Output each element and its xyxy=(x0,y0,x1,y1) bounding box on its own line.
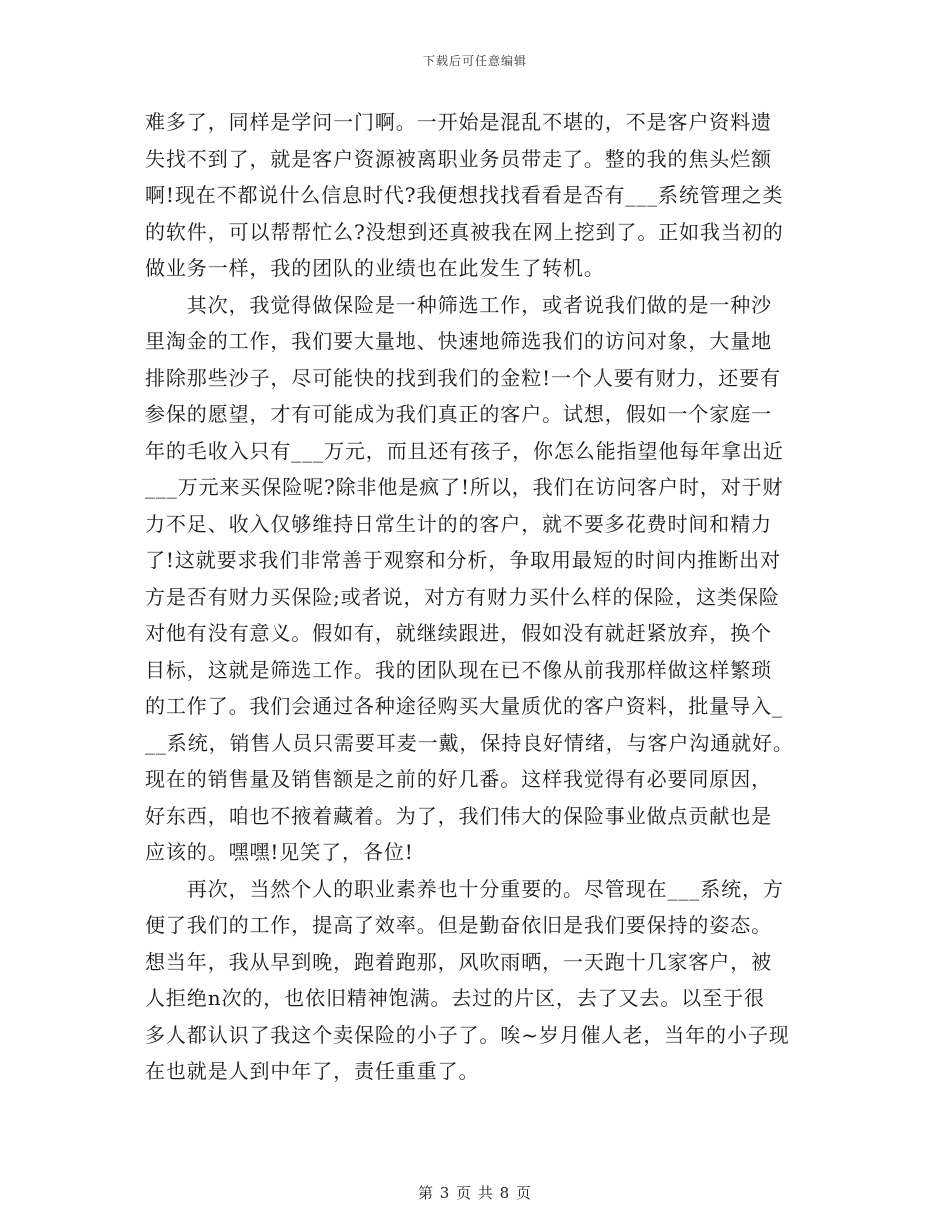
text-line: 应该的。嘿嘿!见笑了，各位! xyxy=(145,840,414,864)
text-line: 对他有没有意义。假如有，就继续跟进，假如没有就赶紧放弃，换个 xyxy=(145,621,772,645)
text-line: 里淘金的工作，我们要大量地、快速地筛选我们的访问对象，大量地 xyxy=(145,329,772,353)
text-line: 好东西，咱也不掖着藏着。为了，我们伟大的保险事业做点贡献也是 xyxy=(145,803,772,828)
text-line: 人拒绝n次的，也依旧精神饱满。去过的片区，去了又去。以至于很 xyxy=(145,986,765,1010)
text-line: 便了我们的工作，提高了效率。但是勤奋依旧是我们要保持的姿态。 xyxy=(145,913,772,937)
text-line: 的软件，可以帮帮忙么?没想到还真被我在网上挖到了。正如我当初的 xyxy=(145,219,784,244)
page-footer: 第 3 页 共 8 页 xyxy=(418,1184,532,1202)
text-line: 的工作了。我们会通过各种途径购买大量质优的客户资料，批量导入_ xyxy=(145,694,783,718)
text-line: 力不足、收入仅够维持日常生计的的客户，就不要多花费时间和精力 xyxy=(145,511,772,536)
text-line: 了!这就要求我们非常善于观察和分析，争取用最短的时间内推断出对 xyxy=(145,548,781,572)
text-line: 方是否有财力买保险;或者说，对方有财力买什么样的保险，这类保险 xyxy=(145,584,780,609)
text-line: 多人都认识了我这个卖保险的小子了。唉~岁月催人老，当年的小子现 xyxy=(145,1022,790,1047)
text-line: 参保的愿望，才有可能成为我们真正的客户。试想，假如一个家庭一 xyxy=(145,402,772,426)
text-line: 失找不到了，就是客户资源被离职业务员带走了。整的我的焦头烂额 xyxy=(145,146,772,171)
text-line: 年的毛收入只有___万元，而且还有孩子，你怎么能指望他每年拿出近 xyxy=(145,438,784,463)
text-line: 在也就是人到中年了，责任重重了。 xyxy=(145,1059,480,1083)
body-text xyxy=(145,104,805,1090)
text-line: 其次，我觉得做保险是一种筛选工作，或者说我们做的是一种沙 xyxy=(145,292,772,317)
text-line: 想当年，我从早到晚，跑着跑那，风吹雨晒，一天跑十几家客户，被 xyxy=(145,949,772,974)
text-line: __系统，销售人员只需要耳麦一戴，保持良好情绪，与客户沟通就好。 xyxy=(145,730,794,755)
text-line: 再次，当然个人的职业素养也十分重要的。尽管现在___系统，方 xyxy=(145,876,784,901)
page-header: 下载后可任意编辑 xyxy=(422,54,527,68)
text-line: 啊!现在不都说什么信息时代?我便想找找看看是否有___系统管理之类 xyxy=(145,183,784,207)
text-line: ___万元来买保险呢?除非他是疯了!所以，我们在访问客户时，对于财 xyxy=(145,475,784,499)
text-line: 排除那些沙子，尽可能快的找到我们的金粒!一个人要有财力，还要有 xyxy=(145,365,781,390)
text-line: 做业务一样，我的团队的业绩也在此发生了转机。 xyxy=(145,256,605,280)
text-line: 现在的销售量及销售额是之前的好几番。这样我觉得有必要同原因， xyxy=(145,767,772,791)
text-line: 目标，这就是筛选工作。我的团队现在已不像从前我那样做这样繁琐 xyxy=(145,657,772,682)
text-line: 难多了，同样是学问一门啊。一开始是混乱不堪的，不是客户资料遗 xyxy=(145,110,772,134)
